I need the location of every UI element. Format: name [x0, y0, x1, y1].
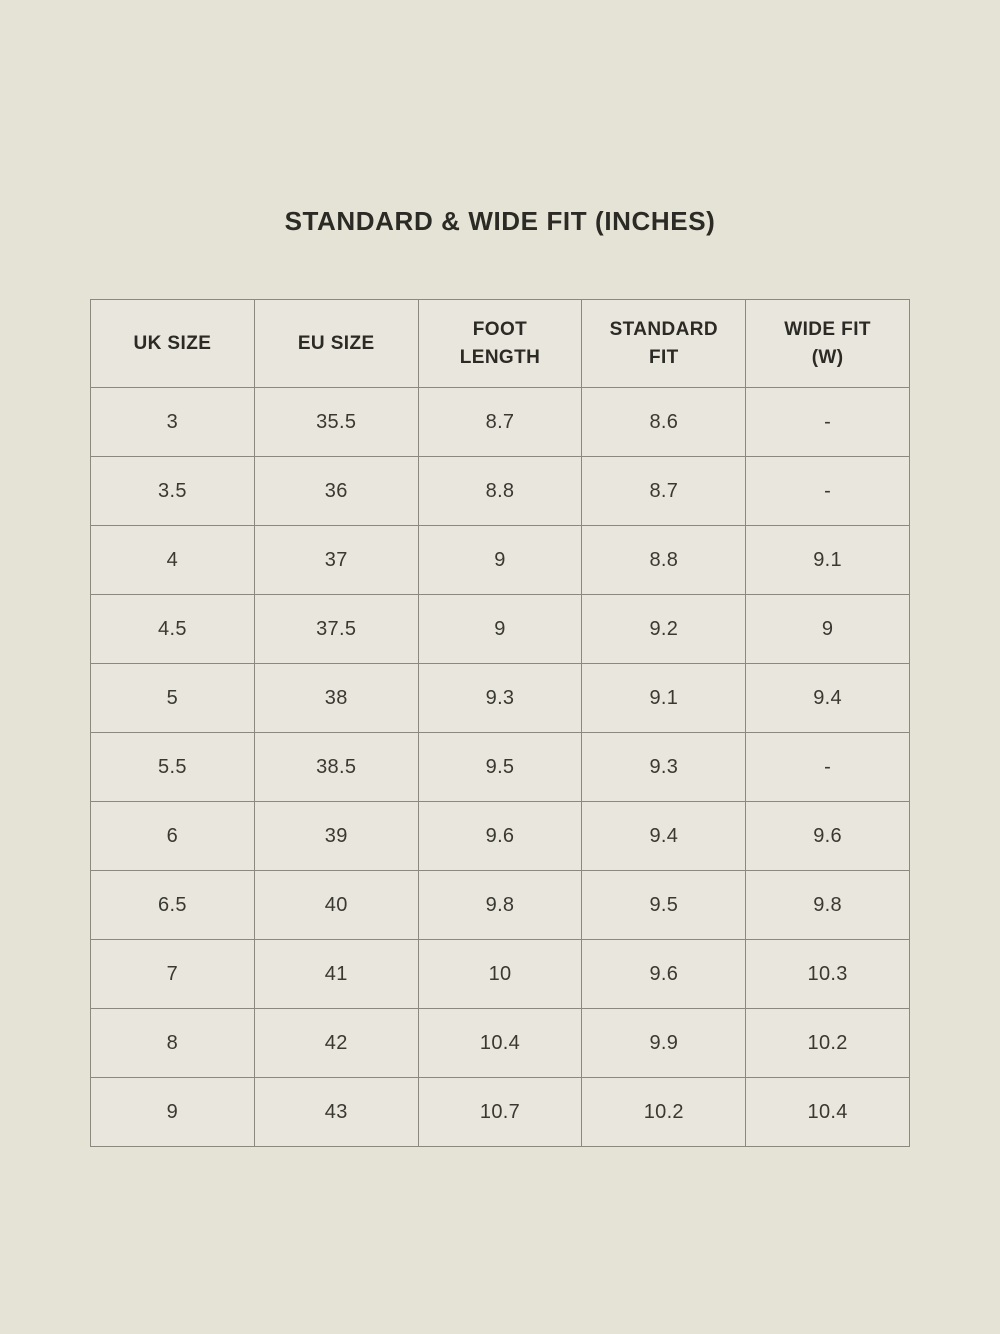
table-cell: 10.2 [582, 1078, 746, 1147]
table-cell: 9.2 [582, 595, 746, 664]
column-header-standard-fit: STANDARD FIT [582, 300, 746, 388]
table-cell: 9.5 [418, 733, 582, 802]
table-cell: 9 [91, 1078, 255, 1147]
table-cell: 8.7 [582, 457, 746, 526]
table-cell: 10 [418, 940, 582, 1009]
table-cell: 10.3 [746, 940, 910, 1009]
table-cell: 3.5 [91, 457, 255, 526]
table-row [91, 871, 910, 940]
table-cell: 40 [254, 871, 418, 940]
table-cell: 9.9 [582, 1009, 746, 1078]
table-row [91, 595, 910, 664]
table-row [91, 457, 910, 526]
table-cell: - [746, 457, 910, 526]
column-header-eu-size: EU SIZE [254, 300, 418, 388]
table-cell: 6 [91, 802, 255, 871]
table-row [91, 1009, 910, 1078]
table-cell: 42 [254, 1009, 418, 1078]
table-cell: - [746, 733, 910, 802]
table-row [91, 526, 910, 595]
table-cell: 37.5 [254, 595, 418, 664]
table-cell: 7 [91, 940, 255, 1009]
table-cell: 10.2 [746, 1009, 910, 1078]
table-cell: 9.3 [418, 664, 582, 733]
table-cell: 8.8 [418, 457, 582, 526]
table-cell: 6.5 [91, 871, 255, 940]
page-title: STANDARD & WIDE FIT (INCHES) [284, 206, 716, 236]
table-cell: 9.5 [582, 871, 746, 940]
table-cell: 9 [418, 526, 582, 595]
table-cell: 10.4 [418, 1009, 582, 1078]
table-cell: 9 [746, 595, 910, 664]
table-header [91, 300, 910, 388]
table-cell: 38 [254, 664, 418, 733]
table-cell: 5 [91, 664, 255, 733]
table-cell: 38.5 [254, 733, 418, 802]
table-cell: 10.7 [418, 1078, 582, 1147]
table-cell: 8.7 [418, 388, 582, 457]
table-cell: 9.6 [418, 802, 582, 871]
table-cell: 8.6 [582, 388, 746, 457]
table-cell: 39 [254, 802, 418, 871]
table-cell: 41 [254, 940, 418, 1009]
table-row [91, 388, 910, 457]
table-cell: 9 [418, 595, 582, 664]
table-cell: 5.5 [91, 733, 255, 802]
table-cell: 4.5 [91, 595, 255, 664]
column-header-uk-size: UK SIZE [91, 300, 255, 388]
table-cell: 9.8 [746, 871, 910, 940]
table-cell: 4 [91, 526, 255, 595]
header-row [91, 300, 910, 388]
table-cell: 9.3 [582, 733, 746, 802]
table-cell: 9.1 [746, 526, 910, 595]
table-cell: - [746, 388, 910, 457]
table-cell: 9.8 [418, 871, 582, 940]
table-cell: 9.6 [582, 940, 746, 1009]
column-header-foot-length: FOOT LENGTH [418, 300, 582, 388]
table-cell: 9.4 [582, 802, 746, 871]
table-cell: 3 [91, 388, 255, 457]
table-row [91, 664, 910, 733]
table-cell: 9.4 [746, 664, 910, 733]
table-cell: 37 [254, 526, 418, 595]
table-row [91, 940, 910, 1009]
table-cell: 10.4 [746, 1078, 910, 1147]
column-header-wide-fit: WIDE FIT (W) [746, 300, 910, 388]
table-cell: 9.6 [746, 802, 910, 871]
table-row [91, 1078, 910, 1147]
size-chart-table [90, 299, 910, 1147]
table-cell: 36 [254, 457, 418, 526]
table-cell: 8 [91, 1009, 255, 1078]
table-row [91, 802, 910, 871]
table-body [91, 388, 910, 1147]
table-row [91, 733, 910, 802]
table-cell: 8.8 [582, 526, 746, 595]
table-cell: 35.5 [254, 388, 418, 457]
table-cell: 9.1 [582, 664, 746, 733]
table-cell: 43 [254, 1078, 418, 1147]
